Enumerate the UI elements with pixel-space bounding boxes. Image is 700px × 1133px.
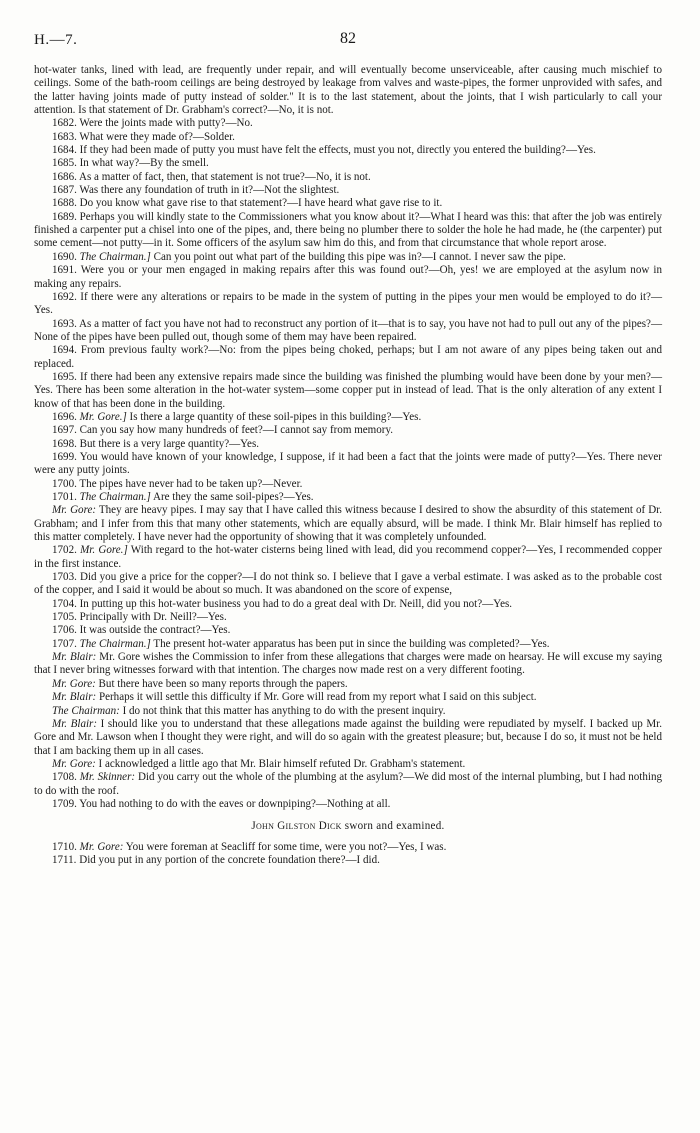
paragraph-text: Were you or your men engaged in making repairs after this was found out?—Oh, yes! we are employed at the asylum now in making any repairs. xyxy=(34,264,663,290)
question-1692 xyxy=(34,291,662,318)
paragraph-text: It was outside the contract?—Yes. xyxy=(79,624,231,637)
speaker-label: Mr. Gore.] xyxy=(79,410,127,423)
question-1695 xyxy=(34,371,662,411)
question-1697 xyxy=(34,424,662,437)
statement-paragraph xyxy=(34,758,662,771)
question-1706 xyxy=(34,624,662,637)
statement-paragraph xyxy=(34,691,662,704)
question-number: 1701. xyxy=(52,491,77,503)
speaker-label: The Chairman: xyxy=(52,704,120,717)
speaker-label: The Chairman.] xyxy=(79,637,151,650)
paragraph-text: Was there any foundation of truth in it?—Not the slightest. xyxy=(79,184,340,197)
statement-paragraph xyxy=(34,705,662,718)
question-1685 xyxy=(34,157,662,170)
question-number: 1688. xyxy=(52,197,77,210)
paragraph-text: You had nothing to do with the eaves or downpiping?—Nothing at all. xyxy=(79,797,391,810)
paragraph-text: I do not think that this matter has anything to do with the present inquiry. xyxy=(122,704,446,717)
testimony-block xyxy=(34,64,662,811)
paragraph-text: With regard to the hot-water cisterns being lined with lead, did you recommend copper?—Yes, I recommended copper in the first instance. xyxy=(34,544,663,570)
question-1696 xyxy=(34,411,662,424)
paragraph-text: Are they the same soil-pipes?—Yes. xyxy=(152,491,314,503)
question-number: 1682. xyxy=(52,117,77,130)
paragraph-text: If there had been any extensive repairs made since the building was finished the plumbing would have been done by your men?—Yes. There has been some alteration in the hot-water system—some copper put in instead of lead. That is the only alteration of any extent I know of that has been done in the building. xyxy=(34,370,662,410)
question-number: 1699. xyxy=(52,450,77,463)
speaker-label: Mr. Blair: xyxy=(52,691,97,704)
speaker-label: Mr. Gore.] xyxy=(80,544,128,557)
speaker-label: The Chairman.] xyxy=(79,250,151,263)
paragraph-text: Mr. Gore wishes the Commission to infer from these allegations that charges were made on hearsay. He will excuse my saying that I never bring witnesses forward with that intention. The charges now made rest on a very different footing. xyxy=(34,651,662,677)
question-number: 1704. xyxy=(52,597,77,610)
speaker-label: Mr. Gore: xyxy=(52,504,97,517)
question-number: 1691. xyxy=(52,264,77,277)
question-number: 1710. xyxy=(52,840,77,853)
paragraph-text: As a matter of fact you have not had to reconstruct any portion of it—that is to say, you have not had to pull out any of the pipes?—None of the pipes have been pulled out, though some of them may have been repaired. xyxy=(34,317,662,343)
paragraph-text: If they had been made of putty you must have felt the effects, must you not, directly you entered the building?—Yes. xyxy=(79,144,596,157)
question-number: 1687. xyxy=(52,184,77,197)
paragraph-text: The present hot-water apparatus has been put in since the building was completed?—Yes. xyxy=(153,637,550,650)
question-number: 1711. xyxy=(52,853,77,866)
witness-sworn-heading xyxy=(34,820,662,833)
paragraph-text: Can you point out what part of the building this pipe was in?—I cannot. I never saw the pipe. xyxy=(153,250,566,263)
paragraph-text: Is there a large quantity of these soil-pipes in this building?—Yes. xyxy=(129,410,422,423)
paragraph-text: Were the joints made with putty?—No. xyxy=(79,117,253,130)
question-number: 1709. xyxy=(52,797,77,810)
question-1703 xyxy=(34,571,662,598)
paragraph-text: They are heavy pipes. I may say that I have called this witness because I desired to show the absurdity of this statement of Dr. Grabham; and I infer from this that many other statements, which are equally absurd, will be made. I think Mr. Blair himself has replied to this matter completely. I have never had the opportunity of showing that it was completely unfounded. xyxy=(34,504,663,544)
paragraph-text: The pipes have never had to be taken up?—Never. xyxy=(79,477,303,490)
paragraph-text: hot-water tanks, lined with lead, are frequently under repair, and will eventually become unserviceable, after causing much mischief to ceilings. Some of the bath-room ceilings are being destroyed by leakage from valves and waste-pipes, the former unprovided with safes, and the latter having joints made of putty instead of solder." It is to the last statement, about the joints, that I wish particularly to call your attention. Is that statement of Dr. Grabham's correct?—No, it is not. xyxy=(34,64,662,117)
statement-paragraph xyxy=(34,651,662,678)
question-number: 1706. xyxy=(52,624,77,637)
question-1707 xyxy=(34,638,662,651)
question-1694 xyxy=(34,344,662,371)
speaker-label: Mr. Gore: xyxy=(52,677,96,690)
question-1690 xyxy=(34,251,662,264)
paragraph-text: I should like you to understand that these allegations made against the building were repudiated by myself. I backed up Mr. Gore and Mr. Lawson when I thought they were right, and will do so again with the greatest pleasure; but, because I do so, it must not be held that I am backing them up in all cases. xyxy=(34,717,662,757)
question-1702 xyxy=(34,544,662,571)
question-1708 xyxy=(34,771,662,798)
question-number: 1700. xyxy=(52,477,77,490)
paragraph-text: You would have known of your knowledge, I suppose, if it had been a fact that the joints were made of putty?—Yes. There never were any putty joints. xyxy=(34,450,662,477)
speaker-label: Mr. Blair: xyxy=(52,717,98,730)
question-number: 1685. xyxy=(52,157,77,170)
question-1688 xyxy=(34,197,662,210)
paragraph-text: What were they made of?—Solder. xyxy=(79,130,235,143)
statement-paragraph xyxy=(34,504,662,544)
question-number: 1684. xyxy=(52,144,77,157)
question-number: 1693. xyxy=(52,317,77,330)
question-number: 1698. xyxy=(52,437,77,450)
speaker-label: Mr. Blair: xyxy=(52,651,97,664)
question-1693 xyxy=(34,318,662,345)
testimony-block-2 xyxy=(34,841,662,868)
question-number: 1689. xyxy=(52,210,77,223)
question-1699 xyxy=(34,451,662,478)
paragraph-text: I acknowledged a little ago that Mr. Blair himself refuted Dr. Grabham's statement. xyxy=(98,757,466,770)
paragraph-text: Did you give a price for the copper?—I do not think so. I believe that I gave a verbal estimate. I was asked as to the probable cost of the copper, and I said it would be about so much. It was abandoned on the score of expense, xyxy=(34,571,662,597)
speaker-label: Mr. Gore: xyxy=(79,840,124,853)
question-number: 1690. xyxy=(52,250,77,263)
question-number: 1683. xyxy=(52,130,77,143)
question-1705 xyxy=(34,611,662,624)
question-1687 xyxy=(34,184,662,197)
paragraph-text: If there were any alterations or repairs to be made in the system of putting in the pipes your men would be employed to do it?—Yes. xyxy=(34,290,662,317)
paragraph-text: But there is a very large quantity?—Yes. xyxy=(79,437,260,450)
question-number: 1695. xyxy=(52,370,77,383)
paragraph-text: You were foreman at Seacliff for some time, were you not?—Yes, I was. xyxy=(125,840,447,853)
page-header xyxy=(34,28,662,64)
question-number: 1707. xyxy=(52,637,77,650)
question-number: 1702. xyxy=(52,544,77,557)
witness-sworn-text: sworn and examined. xyxy=(344,820,445,833)
paragraph-text: As a matter of fact, then, that statement is not true?—No, it is not. xyxy=(79,170,371,183)
statement-paragraph xyxy=(34,718,662,758)
speaker-label: Mr. Gore: xyxy=(52,757,96,770)
witness-name: John Gilston Dick xyxy=(251,820,342,833)
paragraph-text: Perhaps you will kindly state to the Commissioners what you know about it?—What I heard was this: that after the job was entirely finished a carpenter put a chisel into one of the pipes, and, there being no plumber there to solder the hole he had made, he (the carpenter) put some cement—not putty—in it. Some officers of the asylum saw him do this, and from that circumstance that whole report arose. xyxy=(34,210,663,250)
question-number: 1708. xyxy=(52,771,77,784)
question-1701 xyxy=(34,491,662,504)
paragraph-text: Perhaps it will settle this difficulty if Mr. Gore will read from my report what I said on this subject. xyxy=(98,691,537,704)
page-number: 82 xyxy=(340,30,356,47)
question-1698 xyxy=(34,438,662,451)
paragraph-text: Did you put in any portion of the concrete foundation there?—I did. xyxy=(79,853,380,866)
document-code: H.—7. xyxy=(34,32,78,48)
question-1683 xyxy=(34,131,662,144)
question-number: 1686. xyxy=(52,170,77,183)
speaker-label: The Chairman.] xyxy=(79,491,151,503)
question-1711 xyxy=(34,854,662,867)
question-number: 1703. xyxy=(52,571,77,584)
question-1691 xyxy=(34,264,662,291)
question-1710 xyxy=(34,841,662,854)
question-1686 xyxy=(34,171,662,184)
paragraph-text: From previous faulty work?—No: from the pipes being choked, perhaps; but I am not aware of any pipes being taken out and replaced. xyxy=(34,344,662,370)
question-1682 xyxy=(34,117,662,130)
paragraph-text: In putting up this hot-water business you had to do a great deal with Dr. Neill, did you not?—Yes. xyxy=(79,597,513,610)
paragraph-text: In what way?—By the smell. xyxy=(79,157,209,170)
speaker-label: Mr. Skinner: xyxy=(79,771,136,784)
question-1709 xyxy=(34,798,662,811)
statement-paragraph xyxy=(34,64,662,117)
question-1684 xyxy=(34,144,662,157)
question-number: 1696. xyxy=(52,410,77,423)
question-number: 1692. xyxy=(52,290,77,303)
question-1704 xyxy=(34,598,662,611)
question-number: 1697. xyxy=(52,424,77,437)
paragraph-text: Do you know what gave rise to that statement?—I have heard what gave rise to it. xyxy=(79,197,443,210)
paragraph-text: Did you carry out the whole of the plumbing at the asylum?—We did most of the internal plumbing, but I had nothing to do with the roof. xyxy=(34,771,662,797)
paragraph-text: Principally with Dr. Neill?—Yes. xyxy=(79,611,227,624)
question-1700 xyxy=(34,478,662,491)
document-body xyxy=(34,64,662,867)
question-number: 1694. xyxy=(52,344,77,357)
paragraph-text: Can you say how many hundreds of feet?—I cannot say from memory. xyxy=(79,424,394,437)
question-1689 xyxy=(34,211,662,251)
paragraph-text: But there have been so many reports through the papers. xyxy=(98,677,348,690)
question-number: 1705. xyxy=(52,611,77,624)
statement-paragraph xyxy=(34,678,662,691)
